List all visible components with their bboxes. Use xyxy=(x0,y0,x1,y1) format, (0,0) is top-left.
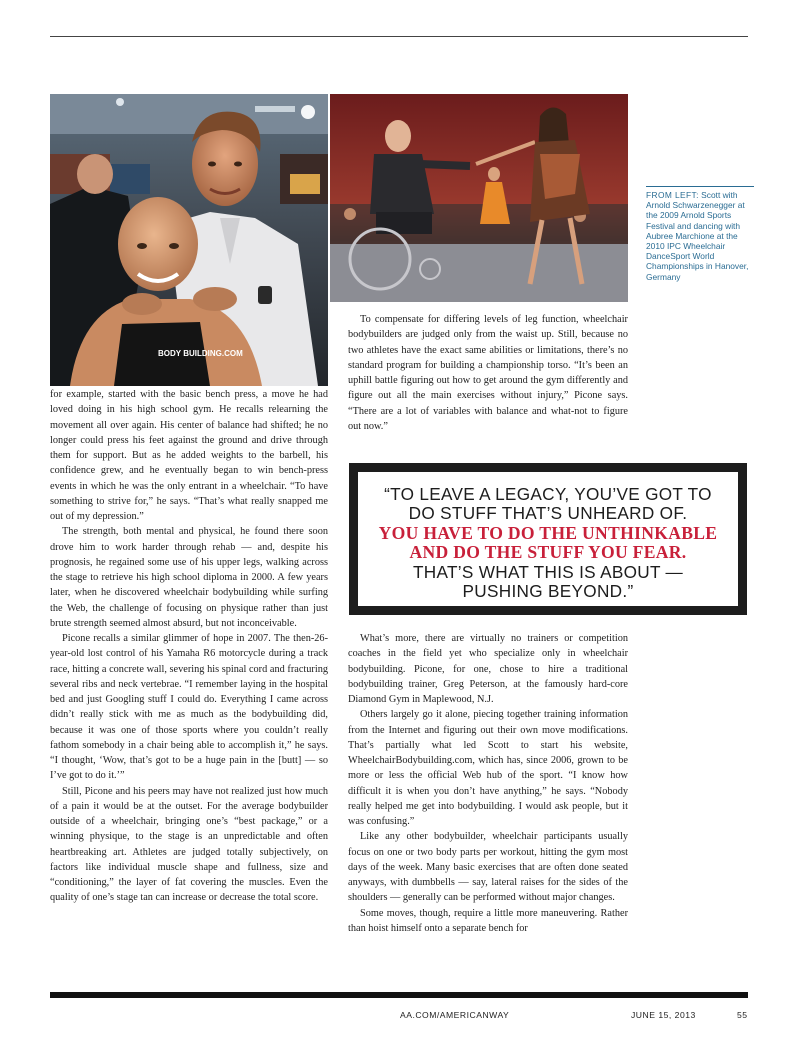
photo-caption xyxy=(646,186,754,282)
article-column-left xyxy=(50,387,328,906)
photo-scott-with-arnold xyxy=(50,94,328,386)
pull-quote-box xyxy=(349,463,747,615)
caption-lead: FROM LEFT: xyxy=(646,190,699,200)
pull-quote-emphasis: YOU HAVE TO DO THE UNTHINKABLE AND DO THE STUFF YOU FEAR. xyxy=(378,522,718,563)
footer-issue-date: JUNE 15, 2013 xyxy=(631,1010,696,1020)
paragraph: Picone recalls a similar glimmer of hope in 2007. The then-26-year-old lost control of his Yamaha R6 motorcycle during a track race, hitting a concrete wall, severing his spinal cord and fracturing several ribs and neck vertebrae. “I remember laying in the hospital bed and just Googling stuff I could do. Everything I came across didn’t really stick with me as much as the bodybuilding did, because it was one of those sports where you couldn’t really fathom somebody in a chair being able to accomplish it,” he says. “I thought, ‘Wow, that’s got to be a huge pain in the [butt] — so I’ve got to do it.’” xyxy=(50,633,328,782)
pull-quote-line-3: THAT’S WHAT THIS IS ABOUT — PUSHING BEYOND.” xyxy=(412,561,684,602)
paragraph: Some moves, though, require a little more maneuvering. Rather than hoist himself onto a separate bench for xyxy=(348,907,628,934)
footer-bar xyxy=(50,992,748,998)
bodybuilding-logo: BODY BUILDING.COM xyxy=(158,349,243,358)
paragraph: Like any other bodybuilder, wheelchair participants usually focus on one or two body parts per workout, hitting the gym most days of the week. Many basic exercises that are often done seated anyways, with dumbbells — say, lateral raises for the sides of the shoulders — generally can be performed without major changes. xyxy=(348,831,628,904)
pull-quote xyxy=(372,485,724,601)
page-number: 55 xyxy=(737,1010,748,1020)
paragraph: The strength, both mental and physical, he found there soon drove him to work harder through rehab — and, despite his prognosis, he regained some use of his upper legs, walking across the stage to retrieve his high school diploma in 2000. A few years later, when he discovered wheelchair bodybuilding while surfing the Web, the challenge of focusing on physique rather than just brute strength seemed almost absurd, but not inconceivable. xyxy=(50,526,328,629)
paragraph: Still, Picone and his peers may have not realized just how much of a pain it would be at the outset. For the average bodybuilder outside of a wheelchair, bringing one’s “best package,” or a winning physique, to the stage is an unpredictable and often heartbreaking art. Athletes are judged totally subjectively, on factors like individual muscle shape and fullness, size and “conditioning,” the layer of fat covering the muscles. Even the quality of one’s stage tan can increase or decrease the total score. xyxy=(50,785,328,904)
paragraph: for example, started with the basic bench press, a move he had loved doing in his high school gym. He recalls relearning the movement all over again. His center of balance had shifted; he no longer could press his feet against the ground and drive through them for support. But as he added weights to the barbell, his confidence grew, and he eventually began to win bench-press events in which he was the only entrant in a wheelchair. “To have something to strive for,” he says. “That’s what really snapped me out of my depression.” xyxy=(50,389,328,522)
paragraph: To compensate for differing levels of leg function, wheelchair bodybuilders are judged only from the waist up. Still, because no two athletes have the exact same abilities or limitations, there’s no standard program for building a championship torso. “It’s been an uphill battle figuring out how to get around the gym differently and figure out all the main exercises without injury,” Picone says. “There are a lot of variables with balance and what-not to figure out now.” xyxy=(348,314,628,432)
footer-site-url[interactable]: AA.COM/AMERICANWAY xyxy=(400,1010,510,1020)
article-column-right-bottom xyxy=(348,631,628,936)
top-rule xyxy=(50,36,748,37)
pull-quote-line-1: “TO LEAVE A LEGACY, YOU’VE GOT TO DO STUFF THAT’S UNHEARD OF. xyxy=(384,484,712,524)
article-column-right-top xyxy=(348,312,628,434)
paragraph: Others largely go it alone, piecing together training information from the Internet and figuring out their own move modifications. That’s partially what led Scott to start his website, WheelchairBodybuilding.com, which has, since 2006, grown to be more or less the official Web hub of the sport. “I know how difficult it is when you don’t have anything,” he says. “Nobody really helped me get into bodybuilding. I would ask people, but it was confusing.” xyxy=(348,709,628,827)
paragraph: What’s more, there are virtually no trainers or competition coaches in the field yet who specialize only in wheelchair bodybuilding. Picone, for one, chose to hire a traditional bodybuilding trainer, Greg Peterson, at the famously hard-core Diamond Gym in Maplewood, N.J. xyxy=(348,633,628,705)
photo-wheelchair-dance xyxy=(330,94,628,302)
caption-text: Scott with Arnold Schwarzenegger at the 2009 Arnold Sports Festival and dancing with Aubree Marchione at the 2010 IPC Wheelchair DanceSport World Championships in Hanover, Germany xyxy=(646,190,749,282)
